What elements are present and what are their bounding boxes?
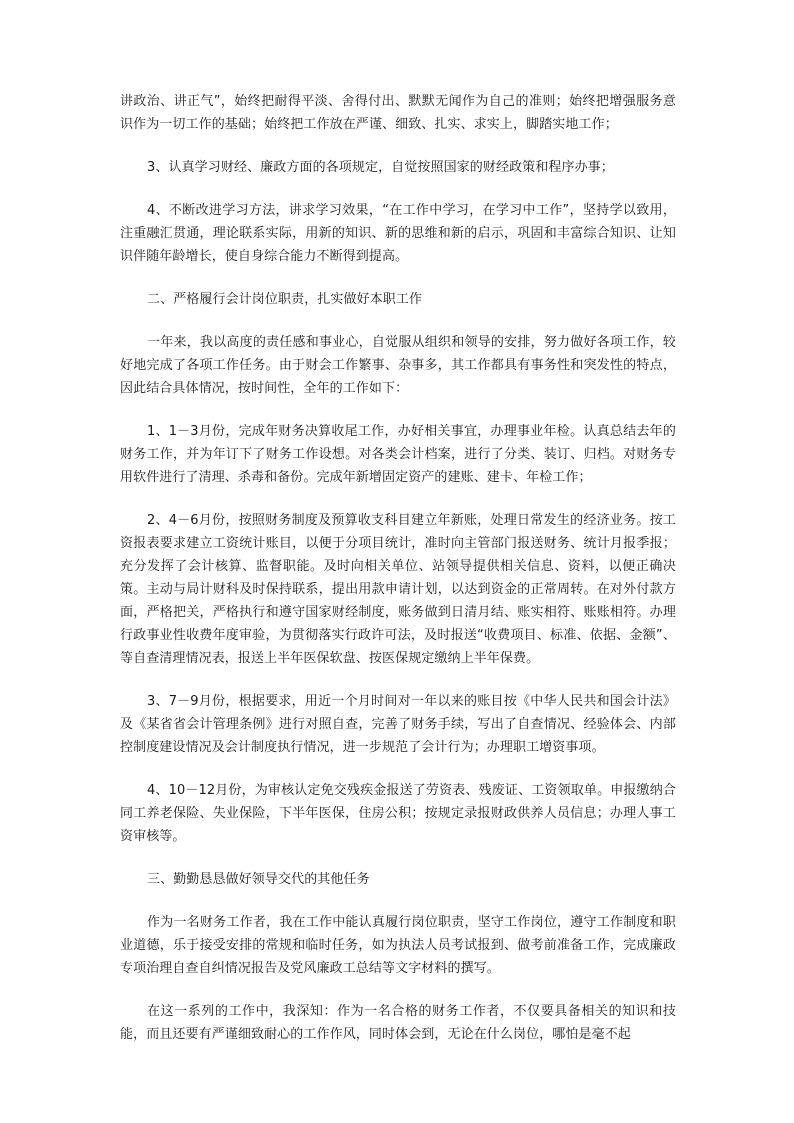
paragraph-continuation: 讲政治、讲正气”，始终把耐得平淡、舍得付出、默默无闻作为自己的准则；始终把增强服务意识作为一切工作的基础；始终把工作放在严谨、细致、扎实、求实上，脚踏实地工作；	[120, 94, 676, 132]
paragraph-q3: 3、7－9月份，根据要求，用近一个月时间对一年以来的账目按《中华人民共和国会计法》及《某省省会计管理条例》进行对照自查，完善了财务手续，写出了自查情况、经验体会、内部控制度建设情况及会计制度执行情况，进一步规范了会计行为；办理职工增资事项。	[120, 694, 676, 755]
section-heading-3: 三、勤勤恳恳做好领导交代的其他任务	[147, 872, 370, 887]
paragraph-q1: 1、1－3月份，完成年财务决算收尾工作，办好相关事宜，办理事业年检。认真总结去年的财务工作，并为年订下了财务工作设想。对各类会计档案，进行了分类、装订、归档。对财务专用软件进行了清理、杀毒和备份。完成年新增固定资产的建账、建卡、年检工作；	[120, 424, 676, 485]
document-page	[120, 90, 676, 1066]
paragraph-intro: 一年来，我以高度的责任感和事业心，自觉服从组织和领导的安排，努力做好各项工作，较好地完成了各项工作任务。由于财会工作繁事、杂事多，其工作都具有事务性和突发性的特点，因此结合具体情况，按时间性，全年的工作如下：	[120, 335, 676, 396]
section-heading-2: 二、严格履行会计岗位职责，扎实做好本职工作	[147, 292, 423, 307]
paragraph-q4: 4、10－12月份，为审核认定免交残疾金报送了劳资表、残废证、工资领取单。申报缴纳合同工养老保险、失业保险，下半年医保，住房公积；按规定录报财政供养人员信息；办理人事工资审核等。	[120, 783, 676, 844]
paragraph-q2: 2、4－6月份，按照财务制度及预算收支科目建立年新账，处理日常发生的经济业务。按工资报表要求建立工资统计账目，以便于分项目统计，准时向主管部门报送财务、统计月报季报；充分发挥了会计核算、监督职能。及时向相关单位、站领导提供相关信息、资料，以便正确决策。主动与局计财科及时保持联系，提出用款申请计划，以达到资金的正常周转。在对外付款方面，严格把关，严格执行和遵守国家财经制度，账务做到日清月结、账实相符、账账相符。办理行政事业性收费年度审验，为贯彻落实行政许可法，及时报送“收费项目、标准、依据、金额”、等自查清理情况表，报送上半年医保软盘、按医保规定缴纳上半年保费。	[120, 513, 676, 666]
paragraph-item-3: 3、认真学习财经、廉政方面的各项规定，自觉按照国家的财经政策和程序办事；	[147, 160, 614, 175]
paragraph-duties: 作为一名财务工作者，我在工作中能认真履行岗位职责，坚守工作岗位，遵守工作制度和职业道德，乐于接受安排的常规和临时任务，如为执法人员考试报到、做考前准备工作，完成廉政专项治理自查自纠情况报告及党风廉政工总结等文字材料的撰写。	[120, 915, 676, 976]
paragraph-reflection: 在这一系列的工作中，我深知：作为一名合格的财务工作者，不仅要具备相关的知识和技能，而且还要有严谨细致耐心的工作作风，同时体会到，无论在什么岗位，哪怕是毫不起	[120, 1004, 676, 1042]
paragraph-item-4: 4、不断改进学习方法，讲求学习效果，“在工作中学习，在学习中工作”，坚持学以致用，注重融汇贯通，理论联系实际，用新的知识、新的思维和新的启示，巩固和丰富综合知识、让知识伴随年龄增长，使自身综合能力不断得到提高。	[120, 203, 676, 264]
